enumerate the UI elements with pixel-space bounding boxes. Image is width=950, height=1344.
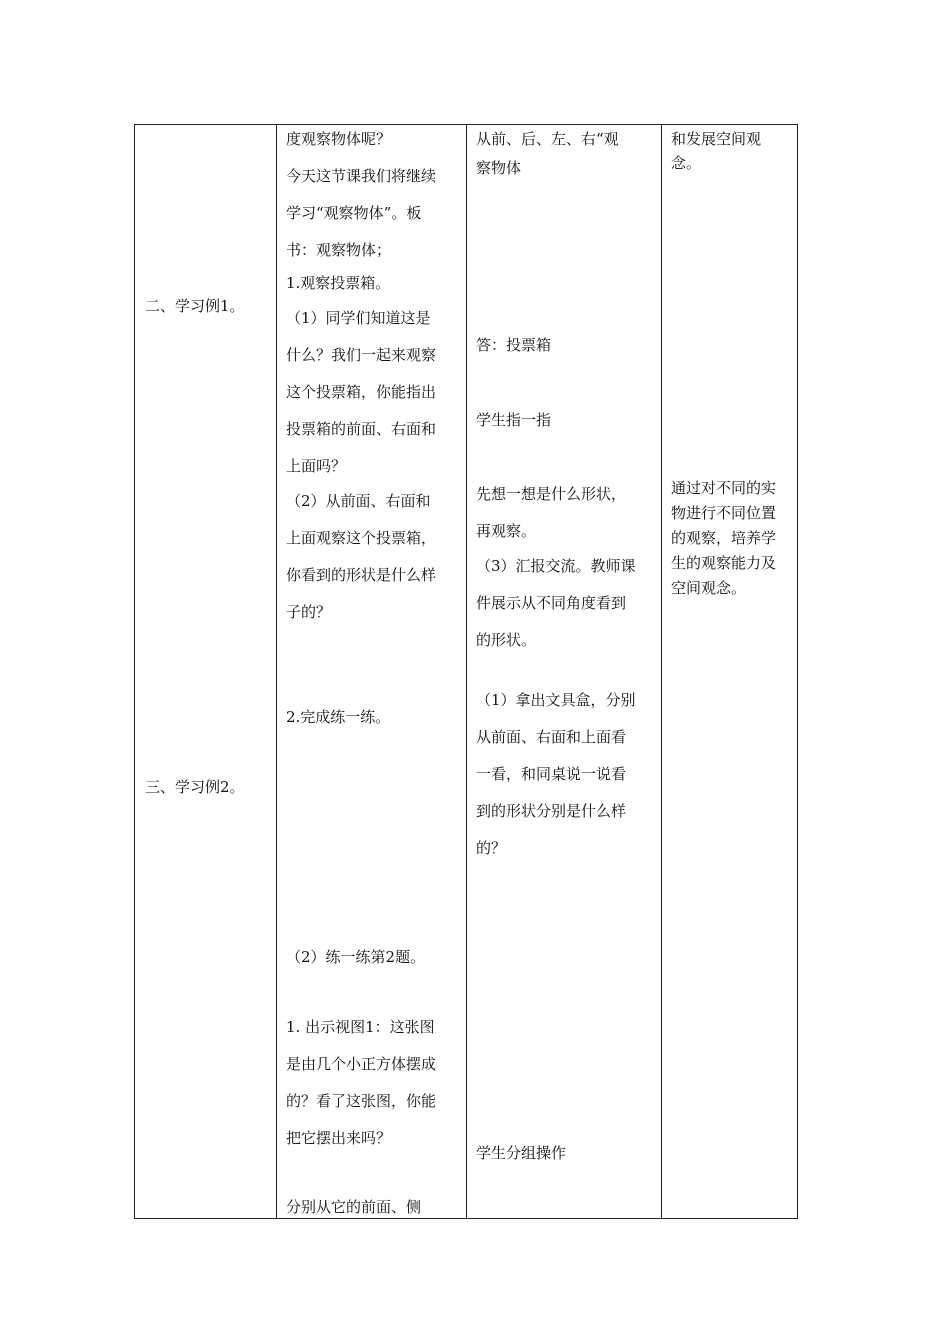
intent-text-line: 通过对不同的实 [671,479,777,497]
student-text-line: 从前、后、左、右“观 [476,130,619,148]
student-text-line: 的形状。 [476,631,537,649]
student-text-line: 一看，和同桌说一说看 [476,765,627,783]
student-text-line: 的？ [476,839,507,857]
teacher-text-line: 你看到的形状是什么样 [286,566,437,584]
teacher-text-line: 是由几个小正方体摆成 [286,1055,437,1073]
lesson-plan-table [134,124,798,1219]
teacher-text-line: 子的？ [286,603,332,621]
teacher-text-line: 度观察物体呢？ [286,130,392,148]
teacher-text-line: 学习“观察物体”。板 [286,204,422,222]
teacher-text-line: 今天这节课我们将继续 [286,167,437,185]
teacher-text-line: （2）练一练第2题。 [286,948,426,966]
teacher-text-line: 2.完成练一练。 [286,708,391,726]
teacher-text-line: 分别从它的前面、侧 [286,1198,422,1216]
teacher-text-line: （2）从前面、右面和 [286,492,431,510]
intent-text-line: 空间观念。 [671,579,747,597]
column-divider [466,125,467,1218]
teacher-text-line: 这个投票箱，你能指出 [286,383,437,401]
teacher-text-line: 的？看了这张图，你能 [286,1092,437,1110]
student-text-line: 件展示从不同角度看到 [476,594,627,612]
section-heading-3: 三、学习例2。 [145,778,245,796]
teacher-text-line: 投票箱的前面、右面和 [286,420,437,438]
student-text-line: 从前面、右面和上面看 [476,728,627,746]
intent-text-line: 物进行不同位置 [671,504,777,522]
intent-text-line: 生的观察能力及 [671,554,777,572]
student-text-line: 学生指一指 [476,411,552,429]
teacher-text-line: 1.观察投票箱。 [286,274,391,292]
student-text-line: 察物体 [476,159,522,177]
section-heading-2: 二、学习例1。 [145,297,245,315]
teacher-text-line: （1）同学们知道这是 [286,309,431,327]
teacher-text-line: 上面吗？ [286,457,347,475]
intent-text-line: 和发展空间观 [671,130,762,148]
column-divider [276,125,277,1218]
column-divider [661,125,662,1218]
teacher-text-line: 什么？我们一起来观察 [286,346,437,364]
student-text-line: 再观察。 [476,522,537,540]
student-text-line: （3）汇报交流。教师课 [476,557,636,575]
student-text-line: 到的形状分别是什么样 [476,802,627,820]
student-text-line: 学生分组操作 [476,1144,567,1162]
teacher-text-line: 书：观察物体； [286,241,392,259]
intent-text-line: 念。 [671,154,702,172]
teacher-text-line: 上面观察这个投票箱， [286,529,437,547]
student-text-line: 答：投票箱 [476,336,552,354]
teacher-text-line: 1. 出示视图1：这张图 [286,1018,435,1036]
student-text-line: 先想一想是什么形状， [476,485,627,503]
teacher-text-line: 把它摆出来吗？ [286,1129,392,1147]
student-text-line: （1）拿出文具盒，分别 [476,691,636,709]
intent-text-line: 的观察，培养学 [671,529,777,547]
